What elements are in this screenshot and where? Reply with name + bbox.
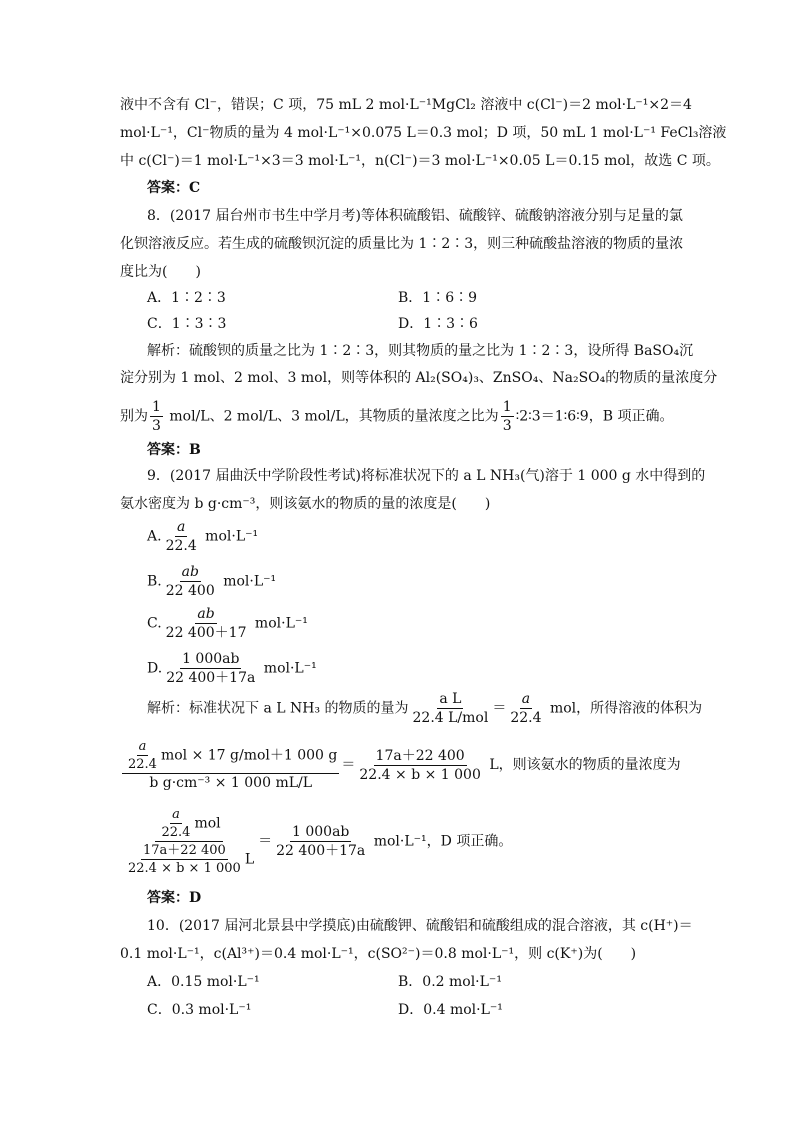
explanation-line: 中 c(Cl⁻)＝1 mol·L⁻¹×3＝3 mol·L⁻¹，n(Cl⁻)＝3 mol·L⁻¹×0.05 L＝0.15 mol，故选 C 项。 (120, 153, 720, 169)
explanation-line: 液中不含有 Cl⁻，错误；C 项，75 mL 2 mol·L⁻¹MgCl₂ 溶液中 c(Cl⁻)＝2 mol·L⁻¹×2＝4 (120, 97, 692, 113)
q8-explanation-fractions: 别为 $\frac{1}{3}$ mol/L、2 mol/L、3 mol/L，其物质的量浓度之比为 $\frac{1}{3}$ ∶2∶3＝1∶6∶9，B 项正确。 (120, 399, 674, 434)
explanation-line: mol·L⁻¹，Cl⁻物质的量为 4 mol·L⁻¹×0.075 L＝0.3 mol；D 项，50 mL 1 mol·L⁻¹ FeCl₃溶液 (120, 125, 727, 141)
q9-explanation-volume: $\frac{a}{22.4}$ mol × 17 g/mol＋1 000 g b g·cm⁻³ × 1 000 mL/L ＝ $\frac{17a+22 400}{22.4 \times b \times 1 000}$ L，则该氨水的物质的量浓度为 (120, 740, 681, 790)
question-8-stem: 度比为( ) (120, 264, 201, 280)
q9-explanation-moles: 解析：标准状况下 a L NH₃ 的物质的量为 $\frac{\text{a L}}{\text{22.4 L/mol}}$ ＝ $\frac{a}{22.4}$ mol，所得溶液的体积为 (147, 691, 703, 726)
q9-option-a: A. $\frac{a}{22.4}$ mol·L⁻¹ (147, 519, 259, 554)
question-9-stem: 氨水密度为 b g·cm⁻³，则该氨水的物质的量的浓度是( ) (120, 496, 491, 512)
q8-option-d: D．1∶3∶6 (398, 316, 478, 332)
q10-option-a: A．0.15 mol·L⁻¹ (147, 974, 260, 990)
answer-line: 答案：C (147, 180, 201, 196)
answer-line: 答案：B (147, 442, 201, 458)
q8-explanation: 解析：硫酸钡的质量之比为 1∶2∶3，则其物质的量之比为 1∶2∶3，设所得 BaSO₄沉 (147, 343, 694, 359)
q10-option-c: C．0.3 mol·L⁻¹ (147, 1002, 252, 1018)
question-10-stem: 0.1 mol·L⁻¹，c(Al³⁺)＝0.4 mol·L⁻¹，c(SO²⁻)＝0.8 mol·L⁻¹，则 c(K⁺)为( ) (120, 946, 637, 962)
q8-explanation: 淀分别为 1 mol、2 mol、3 mol，则等体积的 Al₂(SO₄)₃、ZnSO₄、Na₂SO₄的物质的量浓度分 (120, 370, 718, 386)
q9-option-d: D. $\frac{1 000ab}{22 400+17a}$ mol·L⁻¹ (147, 651, 317, 686)
q10-option-d: D．0.4 mol·L⁻¹ (398, 1002, 503, 1018)
question-8-stem: 化钡溶液反应。若生成的硫酸钡沉淀的质量比为 1∶2∶3，则三种硫酸盐溶液的物质的量浓 (120, 236, 684, 252)
question-9-stem: 9．(2017 届曲沃中学阶段性考试)将标准状况下的 a L NH₃(气)溶于 1 000 g 水中得到的 (147, 468, 706, 484)
q9-option-c: C. $\frac{ab}{22 400+17}$ mol·L⁻¹ (147, 606, 308, 641)
q8-option-b: B．1∶6∶9 (398, 290, 478, 306)
question-10-stem: 10．(2017 届河北景县中学摸底)由硫酸钾、硫酸铝和硫酸组成的混合溶液，其 c(H⁺)＝ (147, 918, 693, 934)
question-8-stem: 8．(2017 届台州市书生中学月考)等体积硫酸铝、硫酸锌、硫酸钠溶液分别与足量的氯 (147, 208, 683, 224)
q9-explanation-concentration: $\frac{a}{22.4}$ mol $\frac{17a+22 400}{22.4 \times b \times 1 000}$ L ＝ $\frac{1 000ab}{22 400+17a}$ mol·L⁻¹，D 项正确。 (128, 807, 513, 876)
q8-option-a: A．1∶2∶3 (147, 290, 226, 306)
q10-option-b: B．0.2 mol·L⁻¹ (398, 974, 502, 990)
q8-option-c: C．1∶3∶3 (147, 316, 227, 332)
q9-option-b: B. $\frac{ab}{22 400}$ mol·L⁻¹ (147, 564, 277, 599)
answer-line: 答案：D (147, 890, 202, 906)
